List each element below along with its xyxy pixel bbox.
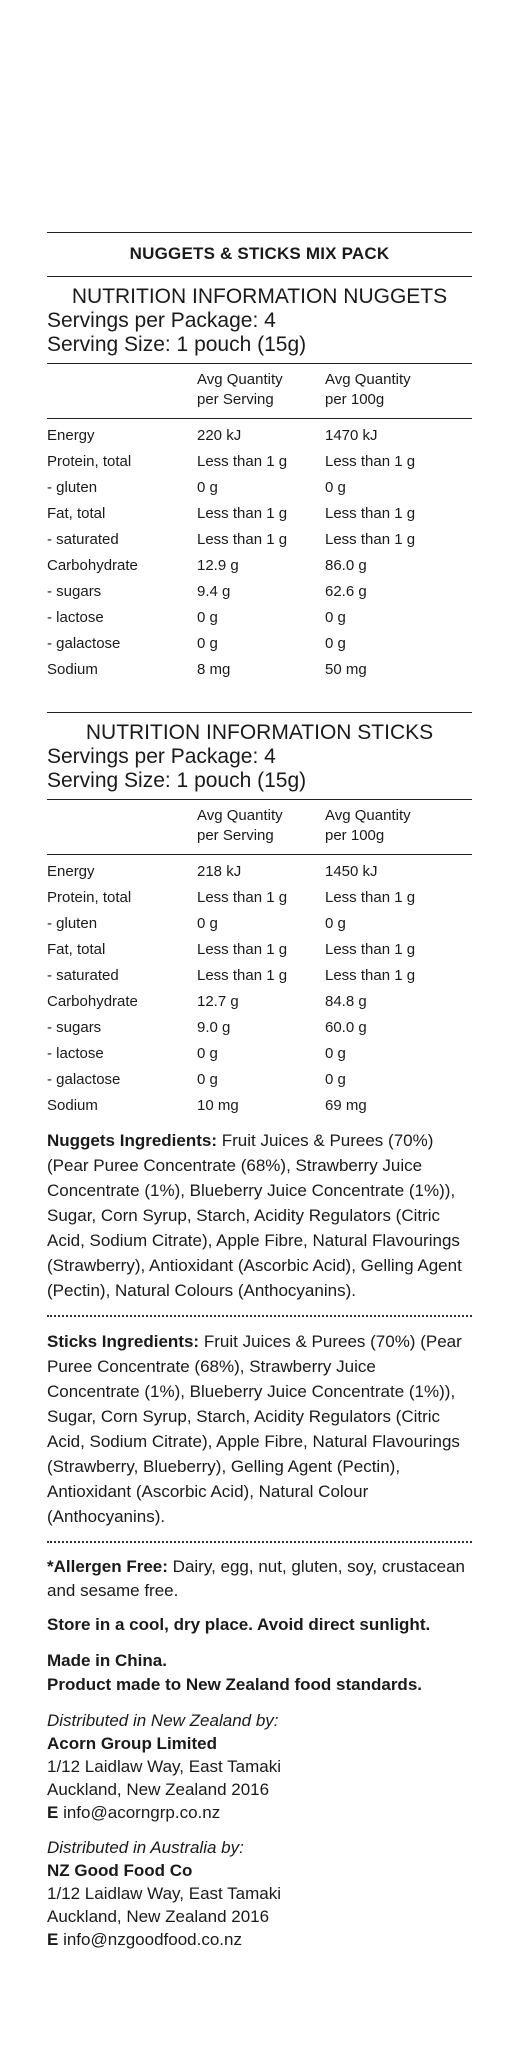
per-serving-value: 12.9 g (197, 556, 239, 574)
per-serving-value: 10 mg (197, 1096, 239, 1114)
table-row (47, 855, 472, 884)
per-100g-value: 86.0 g (325, 556, 367, 574)
table-row (47, 1014, 472, 1040)
per-100g-value: Less than 1 g (325, 940, 416, 958)
nutrient-name: - gluten (47, 478, 98, 496)
table-row (47, 552, 472, 578)
per-100g-value: Less than 1 g (325, 966, 416, 984)
nutrient-name: - sugars (47, 1018, 102, 1036)
per-serving-value: 8 mg (197, 660, 231, 678)
per-serving-value: 0 g (197, 1070, 218, 1088)
table-row (47, 1092, 472, 1118)
per-serving-value: 0 g (197, 634, 218, 652)
distributor-address: 1/12 Laidlaw Way, East Tamaki (47, 1757, 282, 1776)
origin-statement (47, 1649, 472, 1697)
servings-per-package: Servings per Package: 4 (47, 309, 276, 332)
dotted-divider (47, 1315, 472, 1317)
per-100g-value: Less than 1 g (325, 452, 416, 470)
nutrient-name: Carbohydrate (47, 556, 138, 574)
per-100g-value: 69 mg (325, 1096, 367, 1114)
nuggets-ingredients-text: Fruit Juices & Purees (70%) (Pear Puree Concentrate (68%), Strawberry Juice Concentrate (1%), Blueberry Juice Concentrate (1%)), Sugar, Corn Syrup, Starch, Acidity Regulators (Citric Acid, Sodium Citrate), Apple Fibre, Natural Flavourings (Strawberry), Antioxidant (Ascorbic Acid), Gelling Agent (Pectin), Natural Colours (Anthocyanins). (47, 1131, 462, 1300)
nutrition-table-nuggets (47, 364, 472, 682)
nuggets-ingredients (47, 1118, 472, 1303)
table-row (47, 936, 472, 962)
per-100g-value: Less than 1 g (325, 888, 416, 906)
distributor-nz (47, 1709, 472, 1824)
table-row (47, 962, 472, 988)
per-serving-value: Less than 1 g (197, 452, 288, 470)
table-header-row (47, 800, 472, 855)
distributor-email-line (47, 1801, 472, 1824)
header-per-serving: Avg Quantity per Serving (197, 371, 283, 408)
distributor-email: info@acorngrp.co.nz (63, 1803, 221, 1822)
nutrient-name: - saturated (47, 530, 119, 548)
sticks-ingredients-text: Fruit Juices & Purees (70%) (Pear Puree Concentrate (68%), Strawberry Juice Concentrate (1%), Blueberry Juice Concentrate (1%)), Sugar, Corn Syrup, Starch, Acidity Regulators (Citric Acid, Sodium Citrate), Apple Fibre, Natural Flavourings (Strawberry, Blueberry), Gelling Agent (Pectin), Antioxidant (Ascorbic Acid), Natural Colour (Anthocyanins). (47, 1332, 462, 1526)
nutrient-name: - lactose (47, 608, 104, 626)
distributor-city: Auckland, New Zealand 2016 (47, 1907, 270, 1926)
nutrient-name: Sodium (47, 1096, 98, 1114)
storage-instructions: Store in a cool, dry place. Avoid direct sunlight. (47, 1615, 431, 1634)
per-100g-value: 1450 kJ (325, 862, 378, 880)
made-in: Made in China. (47, 1651, 167, 1670)
distributor-name: Acorn Group Limited (47, 1734, 217, 1753)
per-100g-value: 0 g (325, 1044, 346, 1062)
header-blank (47, 364, 197, 419)
per-serving-value: 218 kJ (197, 862, 242, 880)
nutrient-name: Energy (47, 862, 95, 880)
per-serving-value: Less than 1 g (197, 940, 288, 958)
per-100g-value: 50 mg (325, 660, 367, 678)
per-serving-value: 0 g (197, 914, 218, 932)
per-100g-value: 0 g (325, 634, 346, 652)
header-per-100g: Avg Quantity per 100g (325, 371, 411, 408)
table-row (47, 500, 472, 526)
per-serving-value: 9.4 g (197, 582, 231, 600)
per-100g-value: 0 g (325, 608, 346, 626)
table-row (47, 656, 472, 682)
nutrient-name: Fat, total (47, 940, 106, 958)
nutrient-name: - gluten (47, 914, 98, 932)
nutrient-name: Protein, total (47, 452, 132, 470)
nutrient-name: - galactose (47, 1070, 121, 1088)
table-row (47, 1040, 472, 1066)
per-serving-value: Less than 1 g (197, 966, 288, 984)
distributor-name: NZ Good Food Co (47, 1861, 193, 1880)
table-row (47, 474, 472, 500)
per-100g-value: Less than 1 g (325, 504, 416, 522)
nutrient-name: Protein, total (47, 888, 132, 906)
nutrition-header-nuggets (47, 277, 472, 363)
distributor-email: info@nzgoodfood.co.nz (63, 1930, 242, 1949)
per-100g-value: 0 g (325, 1070, 346, 1088)
per-serving-value: 220 kJ (197, 426, 242, 444)
table-row (47, 910, 472, 936)
nutrient-name: Energy (47, 426, 95, 444)
table-row (47, 419, 472, 448)
pack-title: NUGGETS & STICKS MIX PACK (129, 244, 390, 263)
nutrient-name: - galactose (47, 634, 121, 652)
per-serving-value: Less than 1 g (197, 530, 288, 548)
nuggets-ingredients-label: Nuggets Ingredients: (47, 1131, 218, 1150)
nutrient-name: - lactose (47, 1044, 104, 1062)
table-row (47, 526, 472, 552)
nutrition-title: NUTRITION INFORMATION STICKS (85, 721, 434, 744)
per-100g-value: 0 g (325, 914, 346, 932)
email-label: E (47, 1930, 59, 1949)
header-per-serving: Avg Quantity per Serving (197, 807, 283, 844)
nutrition-table-sticks (47, 800, 472, 1118)
per-100g-value: 60.0 g (325, 1018, 367, 1036)
sticks-ingredients-label: Sticks Ingredients: (47, 1332, 200, 1351)
per-100g-value: 84.8 g (325, 992, 367, 1010)
per-100g-value: Less than 1 g (325, 530, 416, 548)
food-standards: Product made to New Zealand food standards. (47, 1675, 422, 1694)
table-row (47, 884, 472, 910)
per-serving-value: 12.7 g (197, 992, 239, 1010)
nutrient-name: Carbohydrate (47, 992, 138, 1010)
table-row (47, 604, 472, 630)
distributor-address: 1/12 Laidlaw Way, East Tamaki (47, 1884, 282, 1903)
distributor-heading: Distributed in Australia by: (47, 1838, 244, 1857)
distributor-au (47, 1836, 472, 1951)
table-row (47, 988, 472, 1014)
distributor-city: Auckland, New Zealand 2016 (47, 1780, 270, 1799)
allergen-statement (47, 1555, 472, 1603)
dotted-divider (47, 1541, 472, 1543)
table-row (47, 630, 472, 656)
table-row (47, 448, 472, 474)
per-100g-value: 1470 kJ (325, 426, 378, 444)
per-serving-value: 0 g (197, 478, 218, 496)
spacer (47, 682, 472, 712)
distributor-heading: Distributed in New Zealand by: (47, 1711, 279, 1730)
nutrition-title: NUTRITION INFORMATION NUGGETS (71, 285, 448, 308)
sticks-ingredients (47, 1329, 472, 1529)
header-blank (47, 800, 197, 855)
serving-size: Serving Size: 1 pouch (15g) (47, 333, 307, 356)
nutrient-name: - sugars (47, 582, 102, 600)
per-serving-value: 9.0 g (197, 1018, 231, 1036)
email-label: E (47, 1803, 59, 1822)
table-row (47, 578, 472, 604)
product-label (47, 232, 472, 1951)
per-serving-value: Less than 1 g (197, 888, 288, 906)
per-serving-value: Less than 1 g (197, 504, 288, 522)
distributor-email-line (47, 1928, 472, 1951)
header-per-100g: Avg Quantity per 100g (325, 807, 411, 844)
servings-per-package: Servings per Package: 4 (47, 745, 276, 768)
per-serving-value: 0 g (197, 608, 218, 626)
table-header-row (47, 364, 472, 419)
nutrition-header-sticks (47, 713, 472, 799)
nutrient-name: - saturated (47, 966, 119, 984)
per-serving-value: 0 g (197, 1044, 218, 1062)
nutrient-name: Fat, total (47, 504, 106, 522)
nutrient-name: Sodium (47, 660, 98, 678)
table-row (47, 1066, 472, 1092)
per-100g-value: 62.6 g (325, 582, 367, 600)
serving-size: Serving Size: 1 pouch (15g) (47, 769, 307, 792)
allergen-text: Dairy, egg, nut, gluten, soy, crustacean and sesame free. (47, 1557, 465, 1600)
per-100g-value: 0 g (325, 478, 346, 496)
allergen-label: *Allergen Free: (47, 1557, 168, 1576)
